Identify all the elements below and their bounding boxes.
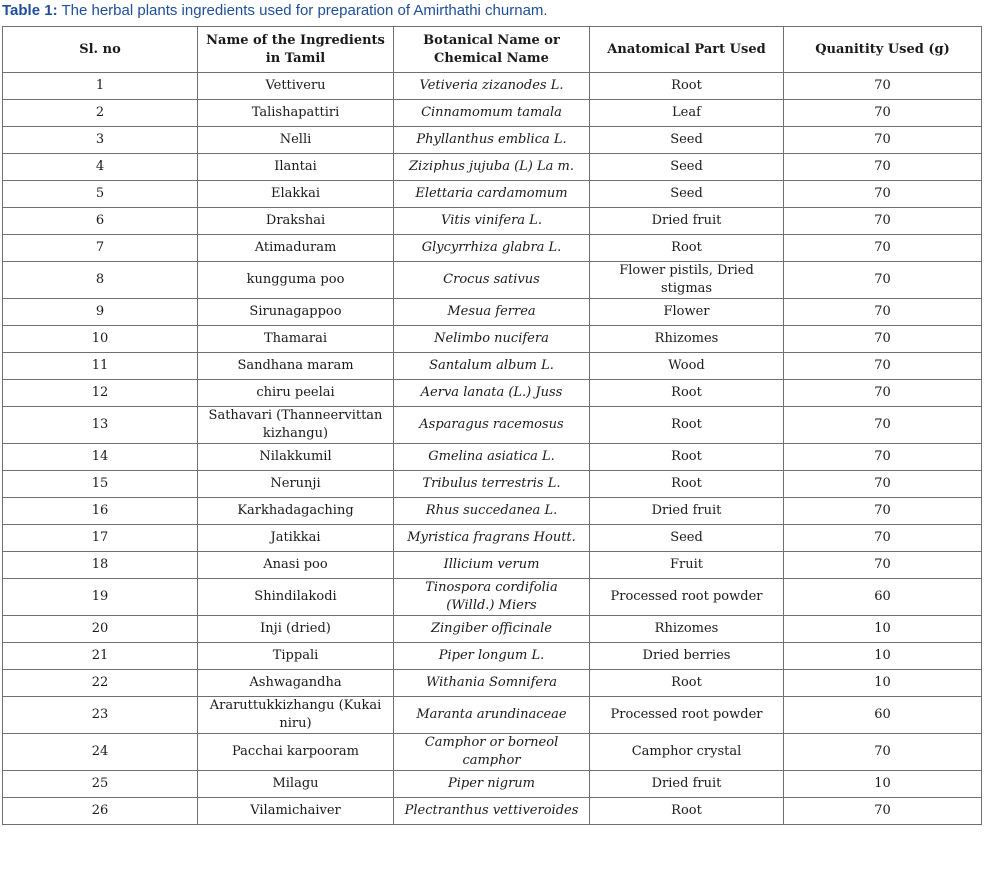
cell-botanical-name: Rhus succedanea L. (394, 498, 590, 525)
cell-tamil-name: Ilantai (198, 154, 394, 181)
cell-part-used: Root (590, 670, 784, 697)
table-row (3, 643, 982, 670)
header-sl-no: Sl. no (3, 27, 198, 73)
cell-quantity: 70 (784, 525, 982, 552)
cell-part-used: Camphor crystal (590, 734, 784, 771)
cell-tamil-name: Elakkai (198, 181, 394, 208)
cell-tamil-name: chiru peelai (198, 380, 394, 407)
cell-tamil-name: Shindilakodi (198, 579, 394, 616)
cell-sl-no: 21 (3, 643, 198, 670)
cell-tamil-name: Ashwagandha (198, 670, 394, 697)
cell-quantity: 70 (784, 734, 982, 771)
cell-tamil-name: Pacchai karpooram (198, 734, 394, 771)
cell-tamil-name: Sathavari (Thanneervittan kizhangu) (198, 407, 394, 444)
cell-botanical-name: Vitis vinifera L. (394, 208, 590, 235)
cell-sl-no: 4 (3, 154, 198, 181)
cell-part-used: Seed (590, 181, 784, 208)
cell-part-used: Flower pistils, Dried stigmas (590, 262, 784, 299)
cell-quantity: 70 (784, 353, 982, 380)
cell-quantity: 70 (784, 299, 982, 326)
cell-tamil-name: Tippali (198, 643, 394, 670)
cell-sl-no: 11 (3, 353, 198, 380)
cell-quantity: 70 (784, 154, 982, 181)
table-row (3, 299, 982, 326)
cell-quantity: 10 (784, 616, 982, 643)
cell-sl-no: 5 (3, 181, 198, 208)
cell-quantity: 70 (784, 444, 982, 471)
cell-quantity: 70 (784, 262, 982, 299)
table-caption (2, 2, 548, 22)
cell-botanical-name: Aerva lanata (L.) Juss (394, 380, 590, 407)
cell-quantity: 60 (784, 697, 982, 734)
cell-botanical-name: Elettaria cardamomum (394, 181, 590, 208)
cell-part-used: Seed (590, 154, 784, 181)
cell-sl-no: 12 (3, 380, 198, 407)
cell-sl-no: 20 (3, 616, 198, 643)
cell-part-used: Root (590, 73, 784, 100)
table-row (3, 407, 982, 444)
cell-botanical-name: Crocus sativus (394, 262, 590, 299)
cell-quantity: 10 (784, 670, 982, 697)
header-tamil-name: Name of the Ingredients in Tamil (198, 27, 394, 73)
cell-botanical-name: Illicium verum (394, 552, 590, 579)
cell-tamil-name: Milagu (198, 771, 394, 798)
cell-botanical-name: Asparagus racemosus (394, 407, 590, 444)
table-row (3, 771, 982, 798)
cell-sl-no: 6 (3, 208, 198, 235)
table-row (3, 525, 982, 552)
table-row (3, 326, 982, 353)
cell-sl-no: 18 (3, 552, 198, 579)
cell-quantity: 70 (784, 208, 982, 235)
cell-botanical-name: Myristica fragrans Houtt. (394, 525, 590, 552)
cell-part-used: Root (590, 407, 784, 444)
cell-tamil-name: Drakshai (198, 208, 394, 235)
cell-botanical-name: Glycyrrhiza glabra L. (394, 235, 590, 262)
cell-tamil-name: Anasi poo (198, 552, 394, 579)
cell-part-used: Wood (590, 353, 784, 380)
cell-botanical-name: Vetiveria zizanodes L. (394, 73, 590, 100)
cell-botanical-name: Camphor or borneol camphor (394, 734, 590, 771)
header-row (3, 27, 982, 73)
cell-sl-no: 10 (3, 326, 198, 353)
cell-quantity: 10 (784, 643, 982, 670)
table-row (3, 380, 982, 407)
cell-botanical-name: Santalum album L. (394, 353, 590, 380)
caption-text: The herbal plants ingredients used for preparation of Amirthathi churnam. (57, 2, 548, 19)
cell-tamil-name: Sandhana maram (198, 353, 394, 380)
header-part-used: Anatomical Part Used (590, 27, 784, 73)
cell-part-used: Dried fruit (590, 208, 784, 235)
cell-tamil-name: Vilamichaiver (198, 798, 394, 825)
cell-quantity: 70 (784, 100, 982, 127)
table-row (3, 181, 982, 208)
table-row (3, 471, 982, 498)
cell-sl-no: 1 (3, 73, 198, 100)
cell-part-used: Dried fruit (590, 498, 784, 525)
cell-sl-no: 2 (3, 100, 198, 127)
cell-part-used: Root (590, 471, 784, 498)
cell-botanical-name: Ziziphus jujuba (L) La m. (394, 154, 590, 181)
cell-botanical-name: Gmelina asiatica L. (394, 444, 590, 471)
cell-tamil-name: kungguma poo (198, 262, 394, 299)
cell-botanical-name: Maranta arundinaceae (394, 697, 590, 734)
cell-part-used: Root (590, 235, 784, 262)
cell-botanical-name: Tribulus terrestris L. (394, 471, 590, 498)
cell-sl-no: 8 (3, 262, 198, 299)
cell-part-used: Processed root powder (590, 579, 784, 616)
cell-botanical-name: Plectranthus vettiveroides (394, 798, 590, 825)
caption-label: Table 1: (2, 2, 58, 19)
cell-tamil-name: Nerunji (198, 471, 394, 498)
cell-part-used: Fruit (590, 552, 784, 579)
cell-part-used: Seed (590, 525, 784, 552)
cell-sl-no: 7 (3, 235, 198, 262)
cell-sl-no: 3 (3, 127, 198, 154)
table-row (3, 552, 982, 579)
cell-tamil-name: Araruttukkizhangu (Kukai niru) (198, 697, 394, 734)
cell-tamil-name: Nelli (198, 127, 394, 154)
cell-quantity: 70 (784, 235, 982, 262)
cell-part-used: Root (590, 798, 784, 825)
cell-quantity: 70 (784, 127, 982, 154)
cell-botanical-name: Nelimbo nucifera (394, 326, 590, 353)
cell-quantity: 10 (784, 771, 982, 798)
cell-sl-no: 9 (3, 299, 198, 326)
table-row (3, 100, 982, 127)
table-row (3, 127, 982, 154)
cell-sl-no: 15 (3, 471, 198, 498)
header-botanical-name: Botanical Name or Chemical Name (394, 27, 590, 73)
cell-quantity: 70 (784, 73, 982, 100)
table-row (3, 154, 982, 181)
table-row (3, 697, 982, 734)
cell-quantity: 70 (784, 181, 982, 208)
cell-quantity: 70 (784, 407, 982, 444)
cell-sl-no: 17 (3, 525, 198, 552)
cell-quantity: 70 (784, 471, 982, 498)
cell-tamil-name: Karkhadagaching (198, 498, 394, 525)
ingredients-table (2, 26, 982, 825)
cell-sl-no: 24 (3, 734, 198, 771)
cell-part-used: Leaf (590, 100, 784, 127)
table-row (3, 498, 982, 525)
cell-tamil-name: Thamarai (198, 326, 394, 353)
cell-sl-no: 13 (3, 407, 198, 444)
cell-tamil-name: Nilakkumil (198, 444, 394, 471)
cell-botanical-name: Zingiber officinale (394, 616, 590, 643)
cell-tamil-name: Atimaduram (198, 235, 394, 262)
cell-tamil-name: Sirunagappoo (198, 299, 394, 326)
cell-part-used: Dried berries (590, 643, 784, 670)
header-quantity: Quanitity Used (g) (784, 27, 982, 73)
cell-sl-no: 14 (3, 444, 198, 471)
table-row (3, 616, 982, 643)
table-row (3, 208, 982, 235)
table-row (3, 734, 982, 771)
table-row (3, 262, 982, 299)
cell-sl-no: 25 (3, 771, 198, 798)
cell-botanical-name: Mesua ferrea (394, 299, 590, 326)
cell-tamil-name: Vettiveru (198, 73, 394, 100)
cell-botanical-name: Tinospora cordifolia (Willd.) Miers (394, 579, 590, 616)
cell-botanical-name: Phyllanthus emblica L. (394, 127, 590, 154)
table-row (3, 579, 982, 616)
cell-part-used: Processed root powder (590, 697, 784, 734)
cell-botanical-name: Withania Somnifera (394, 670, 590, 697)
cell-part-used: Flower (590, 299, 784, 326)
cell-part-used: Dried fruit (590, 771, 784, 798)
cell-sl-no: 26 (3, 798, 198, 825)
table-row (3, 798, 982, 825)
cell-part-used: Root (590, 444, 784, 471)
cell-tamil-name: Inji (dried) (198, 616, 394, 643)
cell-sl-no: 16 (3, 498, 198, 525)
cell-botanical-name: Cinnamomum tamala (394, 100, 590, 127)
cell-quantity: 60 (784, 579, 982, 616)
cell-botanical-name: Piper nigrum (394, 771, 590, 798)
cell-tamil-name: Jatikkai (198, 525, 394, 552)
table-row (3, 670, 982, 697)
cell-sl-no: 22 (3, 670, 198, 697)
table-row (3, 235, 982, 262)
cell-tamil-name: Talishapattiri (198, 100, 394, 127)
cell-part-used: Rhizomes (590, 326, 784, 353)
cell-sl-no: 23 (3, 697, 198, 734)
cell-botanical-name: Piper longum L. (394, 643, 590, 670)
table-row (3, 353, 982, 380)
table-row (3, 73, 982, 100)
cell-quantity: 70 (784, 380, 982, 407)
cell-sl-no: 19 (3, 579, 198, 616)
cell-quantity: 70 (784, 552, 982, 579)
table-row (3, 444, 982, 471)
cell-part-used: Rhizomes (590, 616, 784, 643)
cell-quantity: 70 (784, 326, 982, 353)
cell-part-used: Root (590, 380, 784, 407)
cell-quantity: 70 (784, 498, 982, 525)
cell-part-used: Seed (590, 127, 784, 154)
cell-quantity: 70 (784, 798, 982, 825)
